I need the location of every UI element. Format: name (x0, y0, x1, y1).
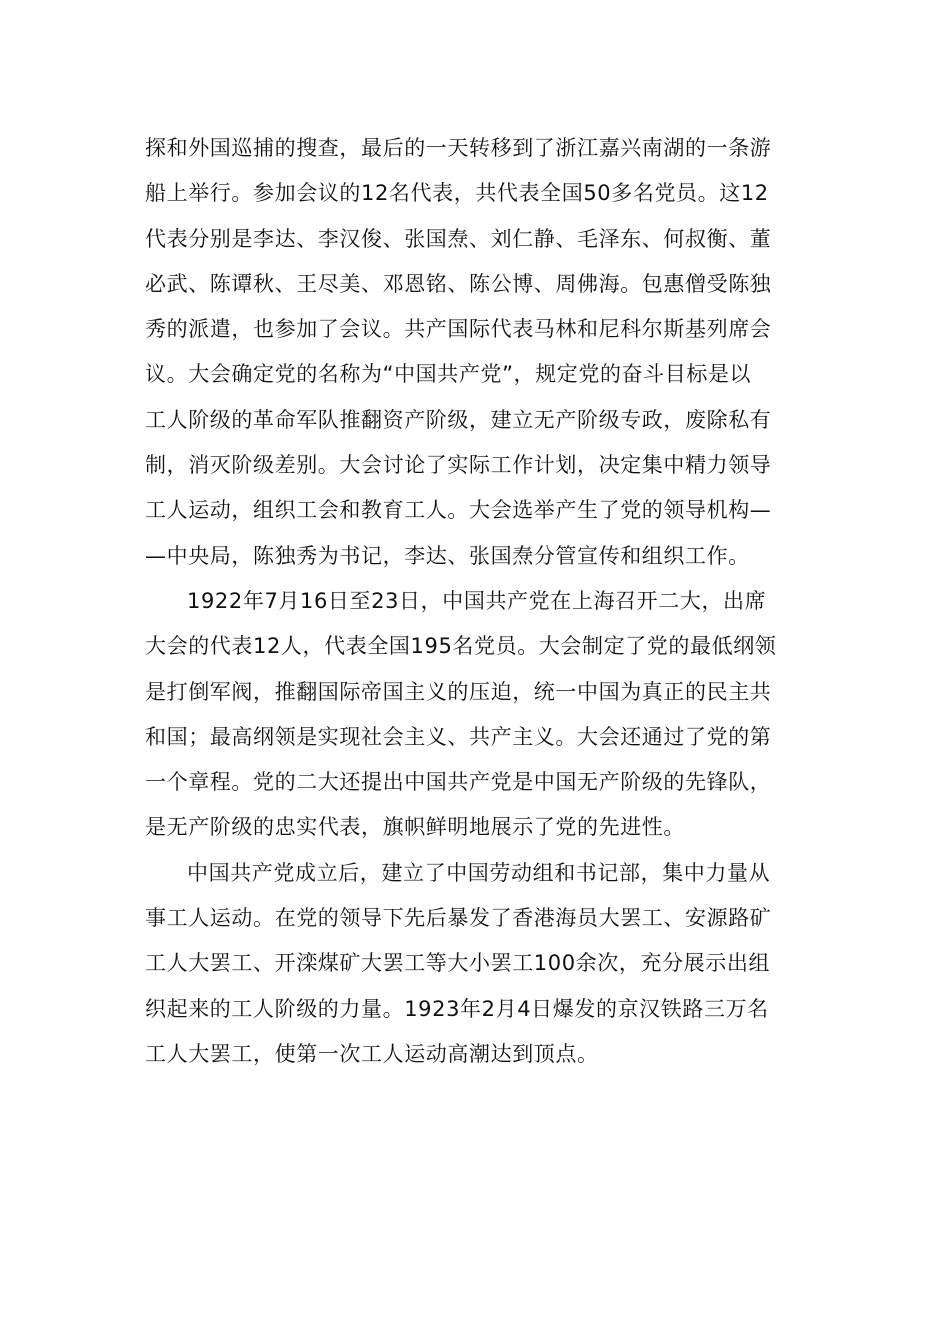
text-line: 必武、陈谭秋、王尽美、邓恩铭、陈公博、周佛海。包惠僧受陈独 (145, 271, 772, 296)
text-line: 织起来的工人阶级的力量。1923年2月4日爆发的京汉铁路三万名 (145, 996, 769, 1021)
text-line: 中国共产党成立后，建立了中国劳动组和书记部，集中力量从 (187, 860, 771, 885)
text-line: 代表分别是李达、李汉俊、张国焘、刘仁静、毛泽东、何叔衡、董 (145, 226, 772, 251)
text-line: 工人大罢工，使第一次工人运动高潮达到顶点。 (145, 1041, 599, 1066)
text-line: 是打倒军阀，推翻国际帝国主义的压迫，统一中国为真正的民主共 (145, 679, 772, 704)
text-line: 是无产阶级的忠实代表，旗帜鲜明地展示了党的先进性。 (145, 815, 685, 840)
text-line: 探和外国巡捕的搜查，最后的一天转移到了浙江嘉兴南湖的一条游 (145, 136, 772, 160)
text-line: 制，消灭阶级差别。大会讨论了实际工作计划，决定集中精力领导 (145, 453, 772, 478)
text-line: 和国；最高纲领是实现社会主义、共产主义。大会还通过了党的第 (145, 724, 772, 749)
text-line: 秀的派遣，也参加了会议。共产国际代表马林和尼科尔斯基列席会 (145, 317, 772, 342)
text-line: 工人阶级的革命军队推翻资产阶级，建立无产阶级专政，废除私有 (145, 407, 772, 432)
text-line: 1922年7月16日至23日，中国共产党在上海召开二大，出席 (187, 588, 767, 613)
text-line: 工人大罢工、开滦煤矿大罢工等大小罢工100余次，充分展示出组 (145, 951, 771, 976)
text-line: —中央局，陈独秀为书记，李达、张国焘分管宣传和组织工作。 (145, 543, 750, 568)
text-line: 工人运动，组织工会和教育工人。大会选举产生了党的领导机构— (145, 498, 772, 523)
text-line: 大会的代表12人，代表全国195名党员。大会制定了党的最低纲领 (145, 634, 777, 659)
paragraph-3 (145, 851, 805, 1077)
text-line: 议。大会确定党的名称为“中国共产党”，规定党的奋斗目标是以 (145, 362, 752, 387)
document-body (145, 126, 805, 1077)
text-line: 一个章程。党的二大还提出中国共产党是中国无产阶级的先锋队， (145, 770, 772, 795)
text-line: 事工人运动。在党的领导下先后暴发了香港海员大罢工、安源路矿 (145, 906, 772, 931)
paragraph-2 (145, 579, 805, 851)
paragraph-1 (145, 126, 805, 579)
text-line: 船上举行。参加会议的12名代表，共代表全国50多名党员。这12 (145, 181, 769, 206)
